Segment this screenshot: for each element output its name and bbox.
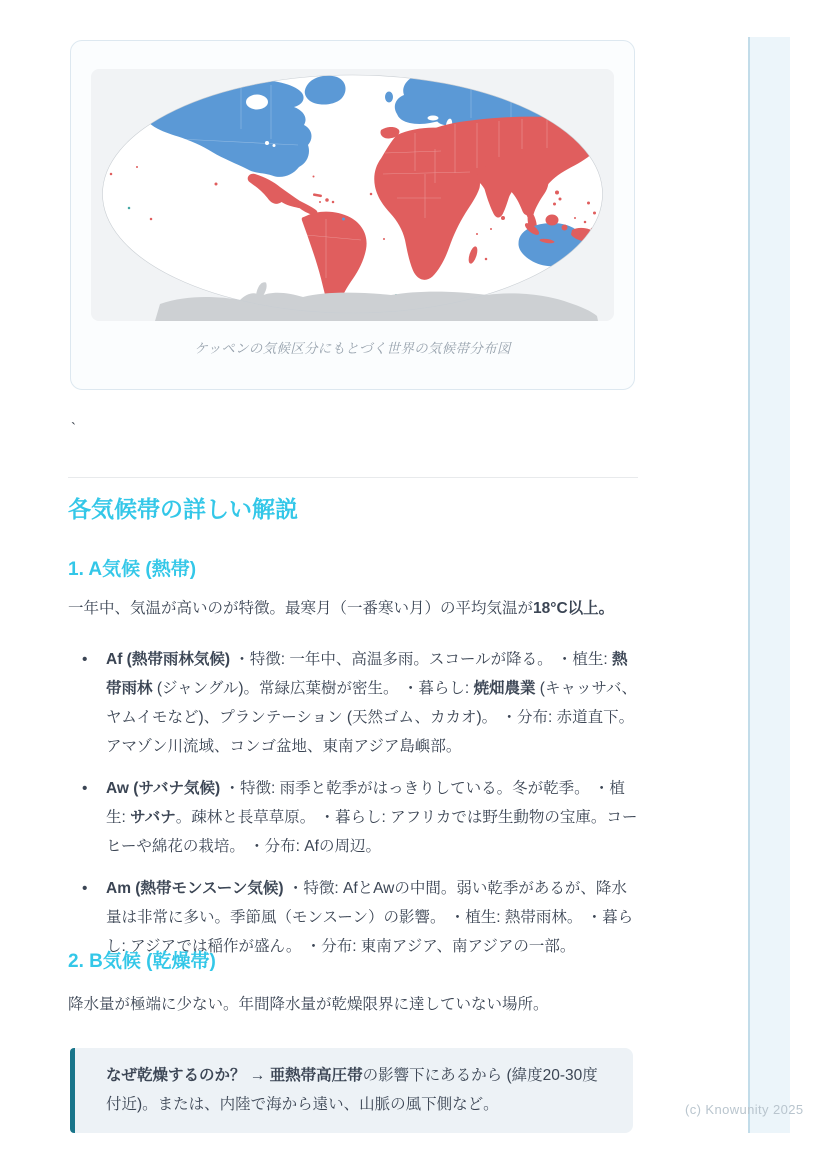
list-item-af: • Af (熱帯雨林気候) ・特徴: 一年中、高温多雨。スコールが降る。 ・植生: 熱帯雨林 (ジャングル)。常緑広葉樹が密生。 ・暮らし: 焼畑農業 (キャッサバ、ヤムイモなど)、プランテーション (天然ゴム、カカオ)。 ・分布: 赤道直下。アマゾン川流域、コンゴ盆地、東南アジア島嶼部。 [68, 645, 640, 761]
a-climate-list [68, 645, 640, 974]
figure-caption: ケッペンの気候区分にもとづく世界の気候帯分布図 [194, 341, 511, 356]
a-climate-heading: 1. A気候 (熱帯) [68, 559, 197, 580]
list-item-aw: • Aw (サバナ気候) ・特徴: 雨季と乾季がはっきりしている。冬が乾季。 ・植生: サバナ。疎林と長草草原。 ・暮らし: アフリカでは野生動物の宝庫。コーヒーや綿花の栽培。 ・分布: Afの周辺。 [68, 774, 640, 861]
section-divider [68, 477, 638, 478]
callout-text: なぜ乾燥するのか？ → 亜熱帯高圧帯の影響下にあるから (緯度20-30度付近)。または、内陸で海から遠い、山脈の風下側など。 [106, 1067, 598, 1113]
stray-backtick-mark: ` [71, 420, 76, 437]
main-heading: 各気候帯の詳しい解説 [68, 496, 298, 522]
b-climate-heading: 2. B気候 (乾燥帯) [68, 951, 216, 972]
vertical-scrollbar-strip[interactable] [748, 37, 790, 1133]
koppen-world-map-image [91, 69, 614, 321]
b-climate-intro: 降水量が極端に少ない。年間降水量が乾燥限界に達していない場所。 [68, 996, 549, 1013]
a-climate-intro: 一年中、気温が高いのが特徴。最寒月（一番寒い月）の平均気温が18°C以上。 [68, 600, 615, 617]
watermark: (c) Knowunity 2025 [685, 1102, 804, 1117]
dryness-callout [70, 1048, 633, 1133]
world-map-panel [91, 69, 614, 321]
map-figure-card [70, 40, 635, 390]
list-item-am: • Am (熱帯モンスーン気候) ・特徴: AfとAwの中間。弱い乾季があるが、降水量は非常に多い。季節風（モンスーン）の影響。 ・植生: 熱帯雨林。 ・暮らし: アジアでは稲作が盛ん。 ・分布: 東南アジア、南アジアの一部。 [68, 874, 640, 961]
